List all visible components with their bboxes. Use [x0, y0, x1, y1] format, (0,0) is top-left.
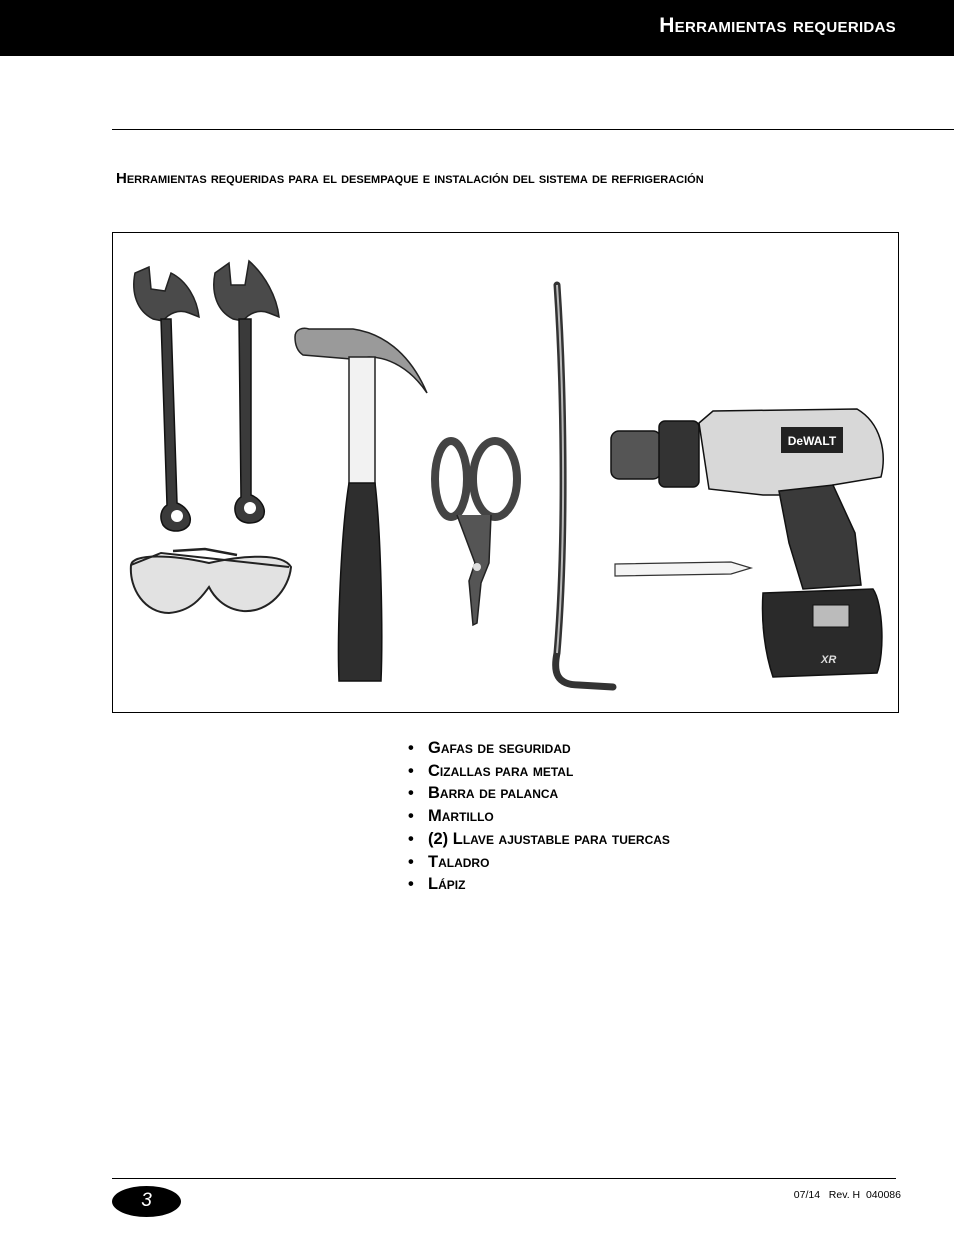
- header-bar: [0, 0, 954, 56]
- tool-list: [408, 737, 670, 896]
- list-item: [408, 873, 670, 896]
- bullet: •: [408, 829, 414, 848]
- tools-figure: [112, 232, 899, 713]
- list-item-label: Barra de palanca: [428, 784, 559, 803]
- wrench-icon: [214, 261, 279, 523]
- pencil-icon: [615, 562, 751, 576]
- hammer-icon: [295, 328, 427, 681]
- section-heading: Herramientas requeridas para el desempaque e instalación del sistema de refrigeración: [116, 170, 704, 187]
- page-number: 3: [141, 1190, 152, 1211]
- drill-icon: [611, 409, 883, 677]
- bullet: •: [408, 807, 414, 826]
- list-item-label: Taladro: [428, 852, 490, 871]
- revision-info: 07/14 Rev. H 040086: [793, 1189, 901, 1201]
- list-item: [408, 737, 670, 760]
- top-divider: [112, 129, 954, 130]
- bullet: •: [408, 739, 414, 757]
- page-title: Herramientas requeridas: [659, 14, 896, 37]
- bullet: •: [408, 852, 414, 871]
- wrench-icon: [134, 267, 199, 531]
- list-item-label: Lápiz: [428, 875, 466, 894]
- list-item-label: Cizallas para metal: [428, 761, 574, 780]
- safety-glasses-icon: [131, 549, 291, 613]
- list-item-label: (2) Llave ajustable para tuercas: [428, 829, 670, 848]
- drill-brand: DeWALT: [787, 434, 837, 448]
- list-item: [408, 851, 670, 874]
- list-item-label: Martillo: [428, 807, 494, 826]
- battery-label: XR: [821, 654, 837, 666]
- list-item: [408, 760, 670, 783]
- bullet: •: [408, 784, 414, 803]
- bottom-divider: [112, 1178, 896, 1179]
- list-item: [408, 828, 670, 851]
- list-item: [408, 805, 670, 828]
- page-number-badge: [112, 1186, 181, 1217]
- tools-illustration: [113, 233, 898, 712]
- tin-snips-icon: [435, 441, 517, 625]
- bullet: •: [408, 875, 414, 894]
- list-item-label: Gafas de seguridad: [428, 739, 571, 757]
- pry-bar-icon: [556, 285, 613, 687]
- list-item: [408, 782, 670, 805]
- bullet: •: [408, 761, 414, 780]
